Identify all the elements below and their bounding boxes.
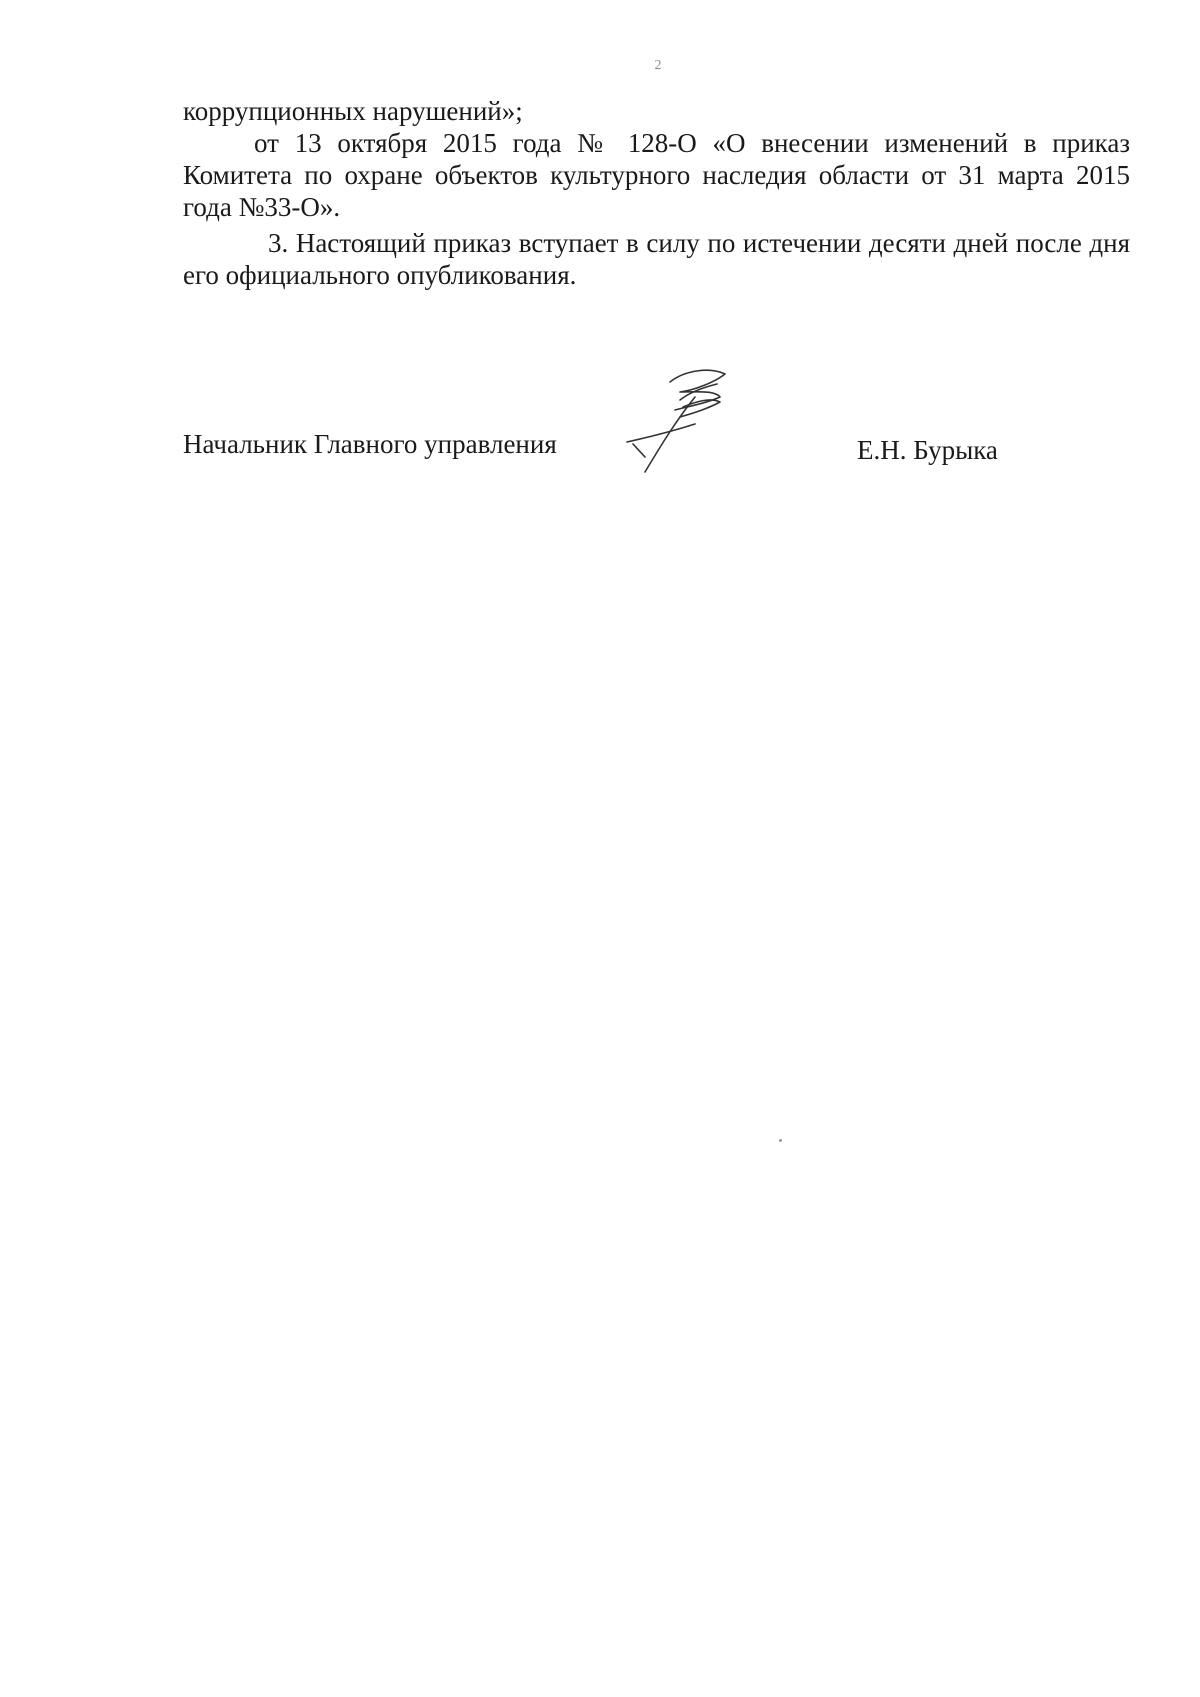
body-paragraph-1: коррупционных нарушений»; — [183, 96, 523, 126]
handwritten-signature — [625, 362, 745, 482]
scan-speck — [779, 1139, 782, 1142]
body-paragraph-2: от 13 октября 2015 года № 128-О «О внесении изменений в приказ Комитета по охране объектов культурного наследия области от 31 марта 2015 года №33-О». — [183, 128, 1130, 222]
page-number: 2 — [654, 58, 662, 73]
body-paragraph-3: 3. Настоящий приказ вступает в силу по истечении десяти дней после дня его официального опубликования. — [183, 228, 1130, 290]
signatory-name: Е.Н. Бурыка — [857, 435, 998, 465]
signatory-title: Начальник Главного управления — [183, 429, 557, 459]
document-body — [183, 95, 1130, 291]
